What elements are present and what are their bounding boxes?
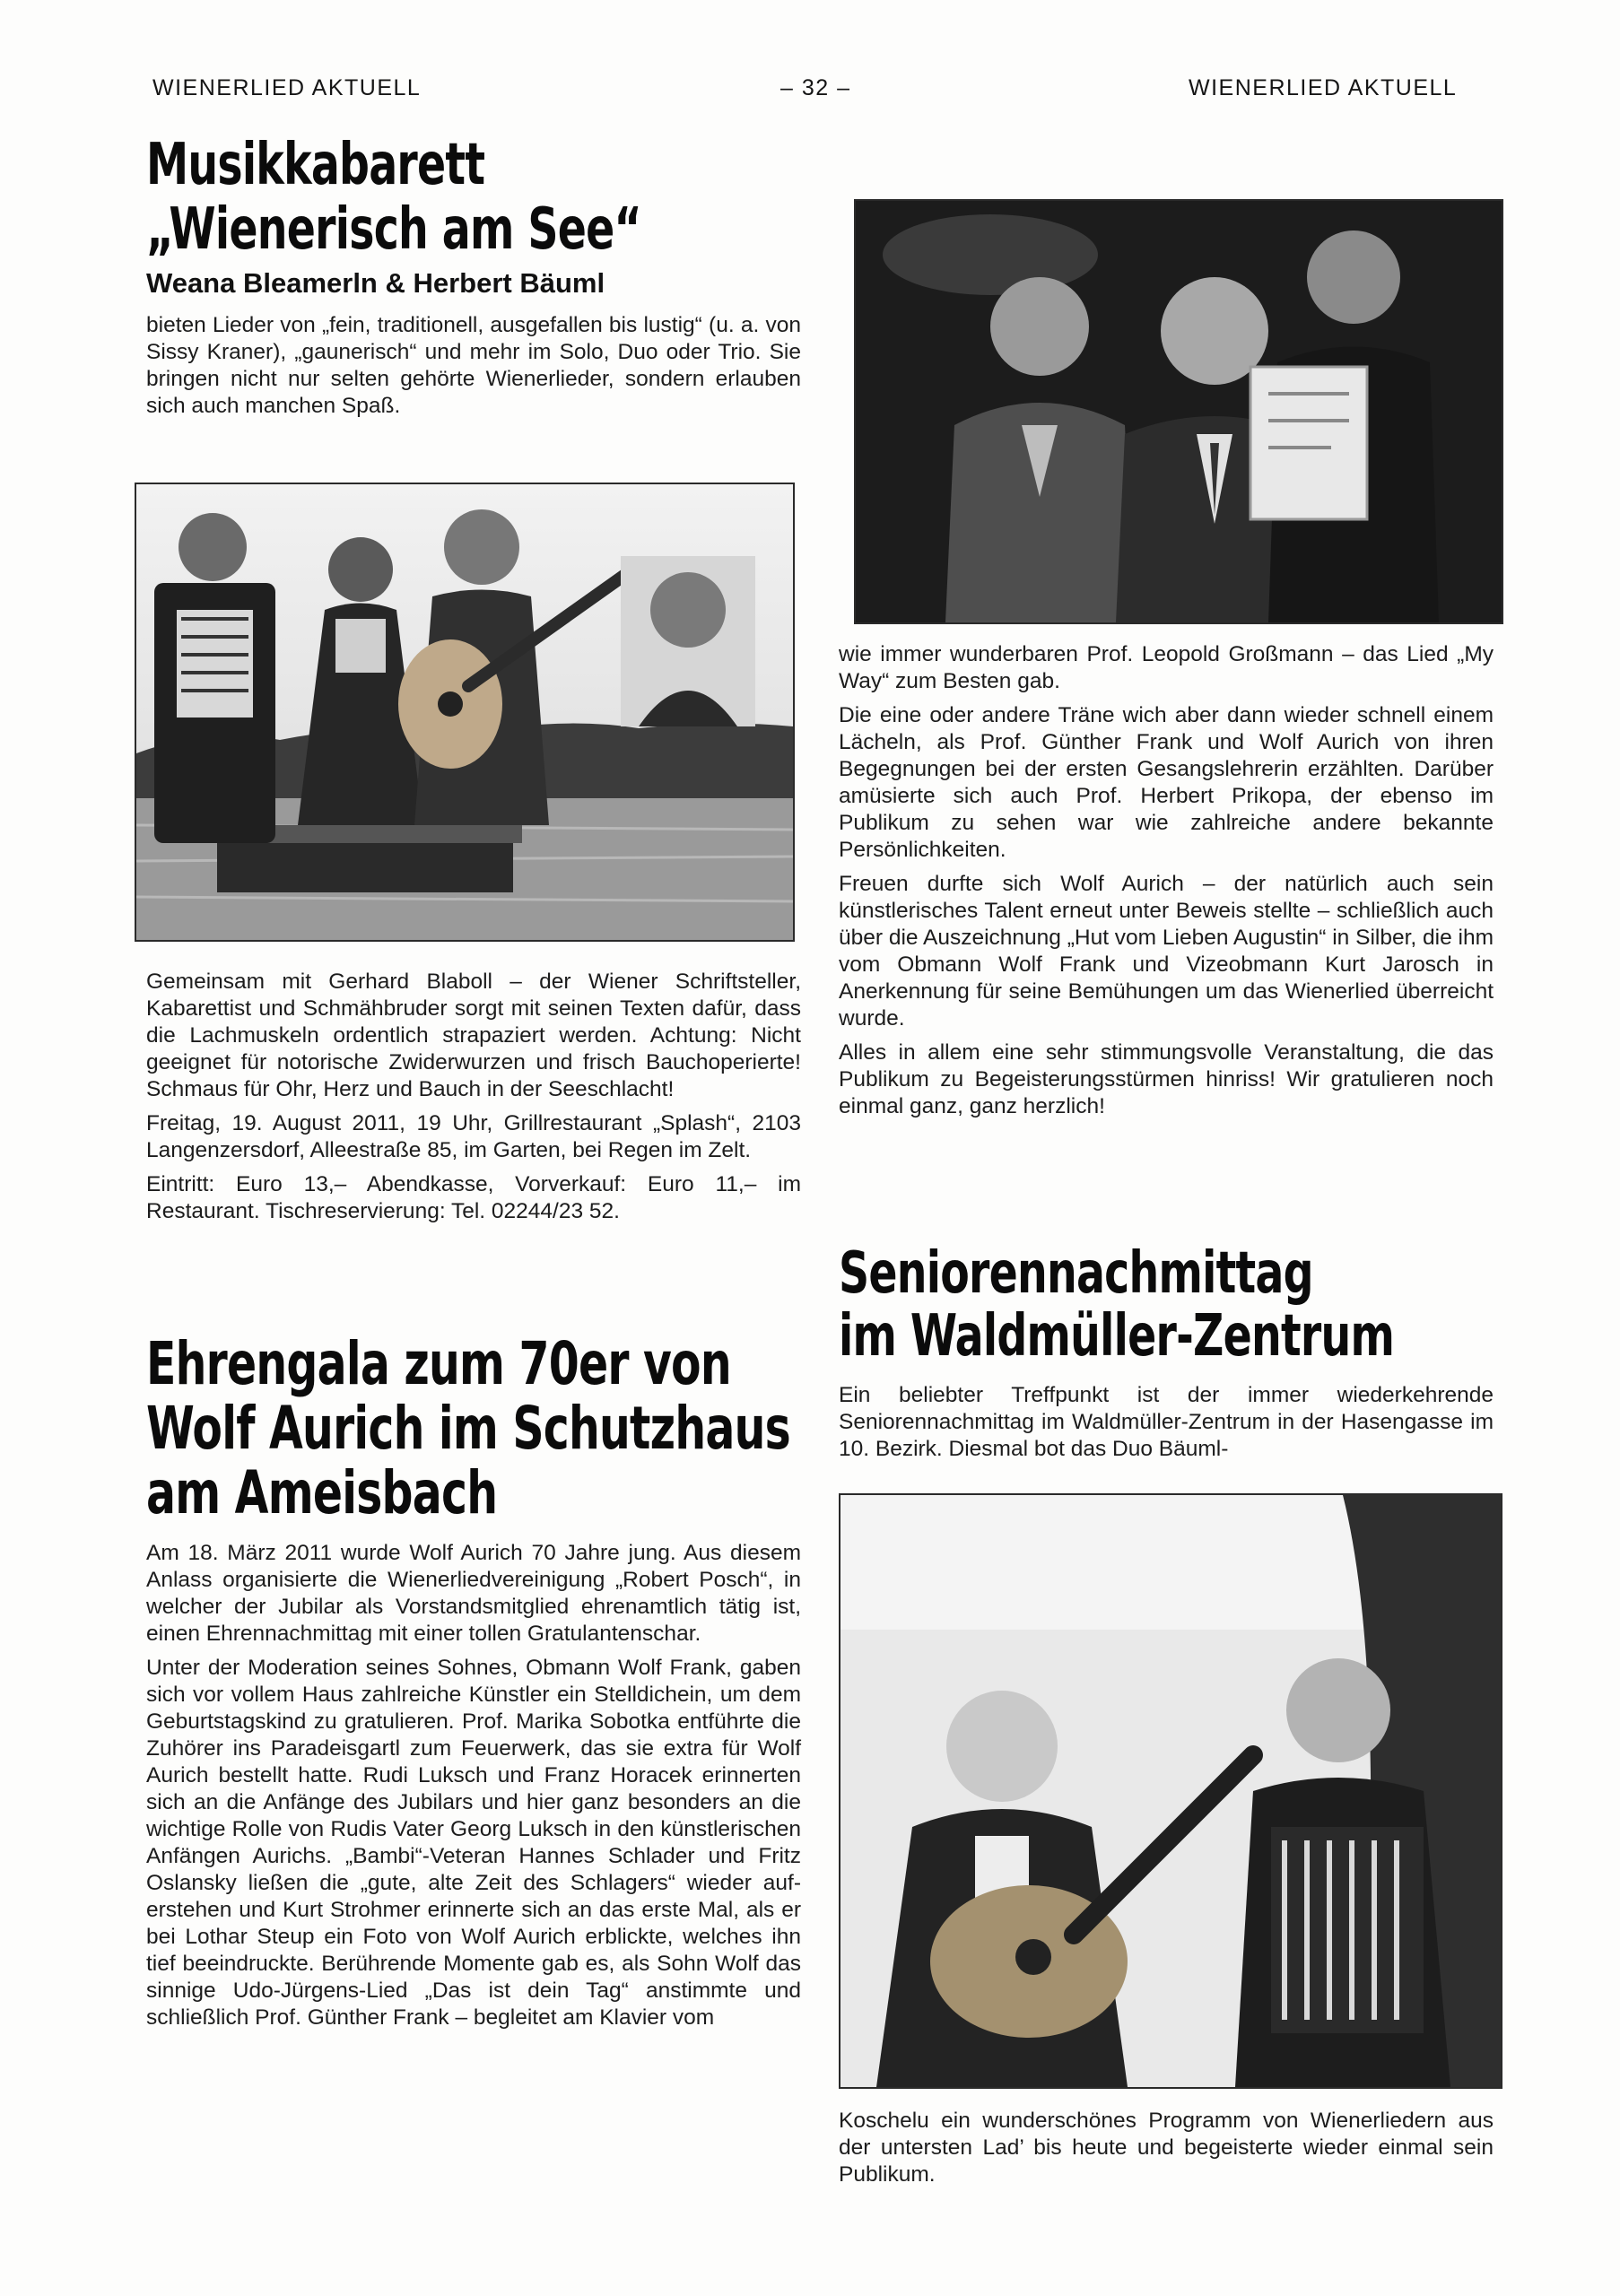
article2-paragraph-6: Alles in allem eine sehr stimmungsvolle Veranstaltung, die das Publikum zu Begeisterungsstürmen hinriss! Wir gratulieren noch einmal ganz, ganz herzlich! [839, 1040, 1494, 1118]
article-ehrengala-continued [839, 641, 1494, 1127]
article-subtitle: Weana Bleamerln & Herbert Bäuml [146, 267, 605, 299]
article3-paragraph-1: Ein beliebter Treffpunkt ist der immer wiederkehrende Seniorennachmittag im Waldmüller-Zentrum in der Hasengasse im 10. Bezirk. Diesmal bot das Duo Bäuml- [839, 1383, 1494, 1461]
running-header-left: WIENERLIED AKTUELL [152, 75, 422, 100]
photo-duo-baeuml-koschelu [839, 1493, 1502, 2089]
photo-bleamerln-group [135, 483, 795, 942]
headline-musikkabarett-line1: Musikkabarett [146, 132, 485, 198]
article1-paragraph-date: Freitag, 19. August 2011, 19 Uhr, Grillrestaurant „Splash“, 2103 Langenzersdorf, Alleestraße 85, im Garten, bei Regen im Zelt. [146, 1111, 801, 1162]
headline-senioren-line1: Seniorennachmittag [839, 1240, 1313, 1307]
article1-paragraph-entry: Eintritt: Euro 13,– Abendkasse, Vorverkauf: Euro 11,– im Restaurant. Tischreservierung: Tel. 02244/23 52. [146, 1172, 801, 1223]
article1-paragraph-1: Gemeinsam mit Gerhard Blaboll – der Wiener Schriftsteller, Kabarettist und Schmähbruder sorgt mit seinen Texten dafür, dass die Lachmuskeln ordentlich strapaziert werden. Achtung: Nicht geeignet für notorische Zwiderwurzen und frisch Bauchoperierte! Schmaus für Ohr, Herz und Bauch in der Seeschlacht! [146, 970, 801, 1101]
article-musikkabarett-top [146, 133, 801, 427]
article2-paragraph-3: wie immer wunderbaren Prof. Leopold Großmann – das Lied „My Way“ zum Besten gab. [839, 642, 1494, 693]
page-number: – 32 – [780, 75, 851, 100]
article-musikkabarett-details [146, 969, 801, 1232]
article2-paragraph-4: Die eine oder andere Träne wich aber dann wieder schnell einem Lächeln, als Prof. Günther Frank und Wolf Aurich von ihren Begegnungen bei der ersten Gesangslehrerin erzählten. Darüber amüsierte sich auch Prof. Herbert Prikopa, der ebenso im Publikum zu sehen war wie zahlreiche andere bekannte Persönlichkeiten. [839, 703, 1494, 862]
article-intro: bieten Lieder von „fein, traditionell, ausgefallen bis lustig“ (u. a. von Sissy Kraner), „gaunerisch“ und mehr im Solo, Duo oder Trio. Sie bringen nicht nur selten gehörte Wienerlieder, sondern erlauben sich auch manchen Spaß. [146, 313, 801, 418]
headline-ehrengala-line2: Wolf Aurich im Schutzhaus [146, 1394, 790, 1463]
headline-senioren-line2: im Waldmüller-Zentrum [839, 1303, 1395, 1370]
article-ehrengala [146, 1329, 801, 2039]
article2-paragraph-2: Unter der Moderation seines Sohnes, Obmann Wolf Frank, gaben sich vor vollem Haus zahlreiche Künstler ein Stelldichein, um dem Geburtstagskind zu gratulieren. Prof. Marika Sobotka entführte die Zuhörer ins Paradeisgartl zum Feuerwerk, das sie extra für Wolf Aurich bestellt hatte. Rudi Luksch und Franz Horacek erinnerten sich an die Anfänge des Jubilars und hier ganz besonders an die wichtige Rolle von Rudis Vater Georg Luksch in den künstlerischen Anfängen Aurichs. „Bambi“-Veteran Hannes Schlader und Fritz Oslansky ließen die „gute, alte Zeit des Schlagers“ wieder auferstehen und Kurt Strohmer erinnerte sich an das erste Mal, als er bei Lothar Steup ein Foto von Wolf Aurich erblickte, welches ihn tief beeindruckte. Berührende Momente gab es, als Sohn Wolf das sinnige Udo-Jürgens-Lied „Das ist dein Tag“ anstimmte und schließlich Prof. Günther Frank – begleitet am Klavier vom [146, 1656, 801, 2030]
article2-paragraph-1: Am 18. März 2011 wurde Wolf Aurich 70 Jahre jung. Aus diesem Anlass organisierte die Wienerliedvereinigung „Robert Posch“, in welcher der Jubilar als Vorstandsmitglied ehrenamtlich tätig ist, einen Ehrennachmittag mit einer tollen Gratulantenschar. [146, 1541, 801, 1646]
article-seniorennachmittag [839, 1242, 1494, 1470]
article3-paragraph-2: Koschelu ein wunderschönes Programm von Wienerliedern aus der untersten Lad’ bis heute und begeisterte wieder einmal sein Publikum. [839, 2109, 1494, 2187]
article-seniorennachmittag-end [839, 2108, 1494, 2196]
headline-musikkabarett-line2: „Wienerisch am See“ [146, 196, 641, 263]
headline-ehrengala-line3: am Ameisbach [146, 1458, 498, 1527]
headline-ehrengala-line1: Ehrengala zum 70er von [146, 1329, 731, 1398]
article2-paragraph-5: Freuen durfte sich Wolf Aurich – der natürlich auch sein künstlerisches Talent erneut unter Beweis stellte – schließlich auch über die Auszeichnung „Hut vom Lieben Augustin“ in Silber, die ihm vom Obmann Wolf Frank und Vizeobmann Kurt Jarosch in Anerkennung für seine Bemühungen um das Wienerlied überreicht wurde. [839, 872, 1494, 1031]
photo-ehrengala-award [854, 199, 1503, 624]
running-header-right: WIENERLIED AKTUELL [1189, 75, 1458, 100]
